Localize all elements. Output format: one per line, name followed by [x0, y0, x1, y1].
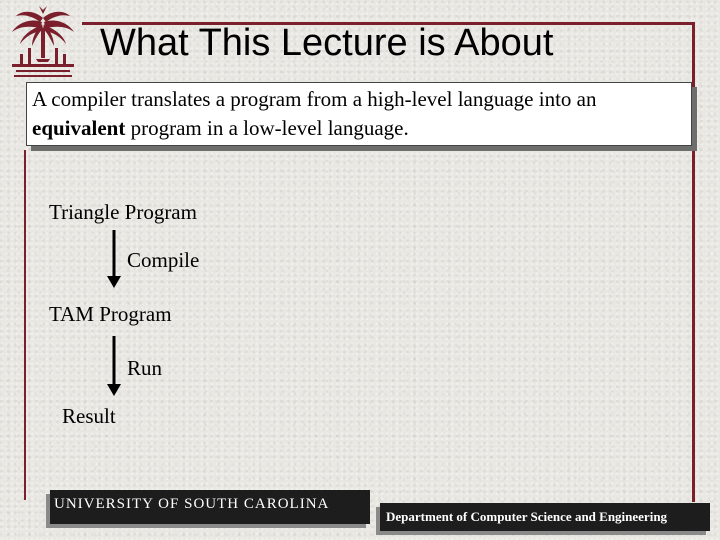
footer-department-bar	[380, 503, 710, 531]
footer-department-text: Department of Computer Science and Engineering	[386, 509, 668, 524]
flow-action-compile: Compile	[127, 248, 200, 272]
definition-part-2: program in a low-level language.	[125, 116, 409, 140]
flow-action-run: Run	[127, 356, 163, 380]
flow-step-triangle-program: Triangle Program	[49, 200, 197, 224]
definition-text	[32, 85, 692, 143]
flow-step-result: Result	[62, 404, 116, 428]
footer-university-bar	[50, 490, 370, 524]
definition-bold-word: equivalent	[32, 116, 126, 140]
down-arrow-icon	[104, 334, 124, 398]
definition-box	[26, 82, 692, 146]
palmetto-tree-logo-icon	[6, 4, 80, 84]
definition-part-1: A compiler translates a program from a high-level language into an	[32, 87, 597, 111]
frame-right-rule	[692, 22, 695, 502]
slide-title: What This Lecture is About	[100, 22, 554, 64]
flow-step-tam-program: TAM Program	[49, 302, 172, 326]
frame-left-rule	[24, 150, 26, 500]
footer-university-text: UNIVERSITY OF SOUTH CAROLINA	[54, 496, 330, 512]
down-arrow-icon	[104, 228, 124, 290]
